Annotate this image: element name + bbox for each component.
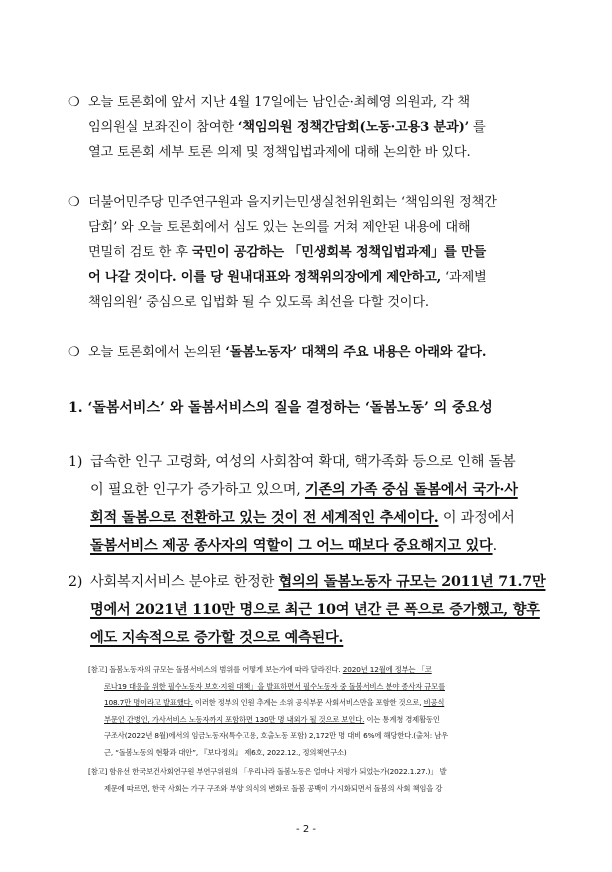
item2-number: 2): [68, 574, 83, 590]
note1-line5: 구조사(2022년 8월)에서의 임금노동자(특수고용, 호출노동 포함) 2,172만 명 대비 6%에 해당한다.(출처: 남우: [104, 731, 449, 740]
note2-line1: [참고] 함유선 한국보건사회연구원 부연구위원의 「우리나라 돌봄노동은 얼마나 저평가 되었는가(2022.1.27.)」 발: [88, 767, 447, 776]
para2-emphasis-1: 국민이 공감하는 「민생회복 정책입법과제」를 만들: [191, 245, 487, 260]
item1-line1: 급속한 인구 고령화, 여성의 사회참여 확대, 핵가족화 등으로 인해 돌봄: [90, 454, 516, 470]
numbered-item-2: [68, 568, 558, 652]
reference-note-1: [88, 662, 558, 761]
note1-underlined-2: 로나19 대응을 위한 필수노동자 보호·지원 대책」을 발표하면서 필수노동자 중 돌봄서비스 분야 종사자 규모를: [104, 681, 445, 691]
para1-line1: 오늘 토론회에 앞서 지난 4월 17일에는 남인순·최혜영 의원과, 각 책: [88, 95, 470, 110]
item2-line1-text: 사회복지서비스 분야로 한정한: [90, 574, 279, 590]
bullet-paragraph-3: [68, 340, 558, 365]
circle-bullet-icon: ❍: [68, 345, 80, 360]
note1-underlined-1: 2020년 12월에 정부는 「코: [342, 665, 432, 674]
note2-line2: 제문에 따르면, 한국 사회는 가구 구조와 부양 의식의 변화로 돌봄 공백이 가시화되면서 돌봄의 사회 책임을 강: [104, 783, 443, 793]
item2-underlined-1: 협의의 돌봄노동자 규모는 2011년 71.7만: [278, 574, 546, 590]
para2-line5: 책임의원’ 중심으로 입법화 될 수 있도록 최선을 다할 것이다.: [88, 295, 429, 310]
para1-line2-end: 를: [469, 120, 486, 135]
item1-underlined-2: 회적 돌봄으로 전환하고 있는 것이 전 세계적인 추세이다.: [90, 510, 439, 526]
para3-text: 오늘 토론회에서 논의된: [88, 345, 226, 360]
item1-line4-end: .: [492, 538, 497, 554]
numbered-item-1: [68, 448, 558, 560]
reference-note-2: [88, 764, 558, 797]
note1-line4-text: 이는 통계청 경제활동인: [364, 714, 440, 724]
para2-line2: 담회’ 와 오늘 토론회에서 심도 있는 논의를 거쳐 제안된 내용에 대해: [88, 220, 471, 235]
item1-underlined-1: 기존의 가족 중심 돌봄에서 국가·사: [304, 482, 518, 498]
item1-line3-end: 이 과정에서: [438, 510, 515, 526]
note1-underlined-3: 108.7만 명이라고 발표했다.: [104, 698, 193, 707]
note1-line1-text: [참고] 돌봄노동자의 규모는 돌봄서비스의 범위를 어떻게 보는가에 따라 달라진다.: [88, 665, 343, 674]
circle-bullet-icon: ❍: [68, 195, 80, 210]
item1-line2-text: 이 필요한 인구가 증가하고 있으며,: [90, 482, 305, 498]
page-number: - 2 -: [296, 824, 316, 835]
para3-emphasis: ‘돌봄노동자’ 대책의 주요 내용은 아래와 같다.: [225, 345, 487, 360]
item2-underlined-3: 에도 지속적으로 증가할 것으로 예측된다.: [90, 630, 344, 646]
bullet-paragraph-2: [68, 190, 558, 315]
note1-underlined-4: 비공식: [423, 698, 445, 707]
item1-number: 1): [68, 454, 83, 470]
para1-line2-text: 임의원실 보좌진이 참여한: [88, 120, 238, 135]
para1-emphasis: ‘책임의원 정책간담회(노동·고용3 분과)’: [237, 120, 470, 135]
note1-underlined-5: 부문인 간병인, 가사서비스 노동자까지 포함하면 130만 명 내외가 될 것으로 보인다.: [104, 714, 365, 724]
para2-line3-text: 면밀히 검토 한 후: [88, 245, 192, 260]
circle-bullet-icon: ❍: [68, 95, 80, 110]
para2-line4-end: ‘과제별: [441, 270, 487, 285]
para2-line1: 더불어민주당 민주연구원과 을지키는민생실천위원회는 ‘책임의원 정책간: [88, 195, 497, 210]
item1-underlined-3: 돌봄서비스 제공 종사자의 역할이 그 어느 때보다 중요해지고 있다: [90, 538, 493, 554]
item2-underlined-2: 명에서 2021년 110만 명으로 최근 10여 년간 큰 폭으로 증가했고, 향후: [90, 602, 540, 618]
bullet-paragraph-1: [68, 90, 558, 165]
para2-emphasis-2: 어 나갈 것이다. 이를 당 원내대표와 정책위의장에게 제안하고,: [88, 270, 441, 285]
section-heading-1: 1. ‘돌봄서비스’ 와 돌봄서비스의 질을 결정하는 ‘돌봄노동’ 의 중요성: [68, 400, 493, 416]
note1-line3-text: 이러한 정부의 인원 추계는 소위 공식부문 사회서비스만을 포함한 것으로,: [192, 698, 424, 707]
para1-line3: 열고 토론회 세부 토론 의제 및 정책입법과제에 대해 논의한 바 있다.: [88, 145, 471, 160]
note1-line6: 근, “돌봄노동의 현황과 대안”, 『보다정의』 제6호, 2022.12., 정의책연구소): [104, 747, 347, 757]
